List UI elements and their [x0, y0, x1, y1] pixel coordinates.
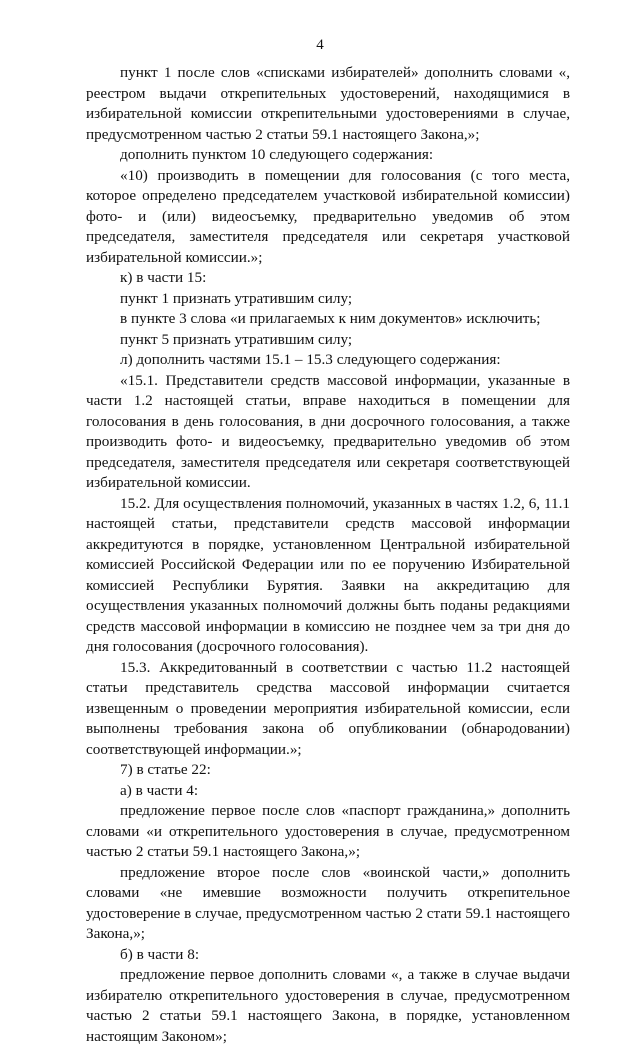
paragraph: 7) в статье 22:: [120, 761, 211, 778]
document-body: [86, 63, 570, 1047]
paragraph: предложение второе после слов «воинской части,» дополнить словами «не имевшие возможности получить открепительное удостоверение в случае, предусмотренном частью 2 стати 59.1 настоящего Закона,»;: [86, 863, 570, 942]
page-number: 4: [316, 37, 324, 53]
paragraph: в пункте 3 слова «и прилагаемых к ним документов» исключить;: [120, 310, 541, 327]
paragraph: 15.2. Для осуществления полномочий, указанных в частях 1.2, 6, 11.1 настоящей статьи, представители средств массовой информации аккредитуются в порядке, установленном Центральной избирательной комиссией Российской Федерации или по ее поручению Избирательной комиссией Республики Бурятия. Заявки на аккредитацию для осуществления указанных полномочий должны быть поданы редакциями средств массовой информации в комиссию не позднее чем за три дня до дня голосования (досрочного голосования).: [86, 494, 570, 655]
paragraph: предложение первое после слов «паспорт гражданина,» дополнить словами «и открепительного удостоверения в случае, предусмотренном частью 2 статьи 59.1 настоящего Закона,»;: [86, 802, 570, 860]
paragraph: «15.1. Представители средств массовой информации, указанные в части 1.2 настоящей статьи, вправе находиться в помещении для голосования в день голосования, в дни досрочного голосования, а также производить фото- и видеосъемку, предварительно уведомив об этом председателя, заместителя председателя или секретаря соответствующей избирательной комиссии.: [86, 371, 570, 491]
paragraph: дополнить пунктом 10 следующего содержания:: [120, 146, 434, 163]
paragraph: «10) производить в помещении для голосования (с того места, которое определено председателем участковой избирательной комиссии) фото- и (или) видеосъемку, предварительно уведомив об этом председателя, заместителя председателя или секретаря участковой избирательной комиссии.»;: [86, 166, 570, 266]
paragraph: пункт 1 признать утратившим силу;: [120, 289, 353, 307]
paragraph: б) в части 8:: [120, 945, 200, 963]
paragraph: 15.3. Аккредитованный в соответствии с частью 11.2 настоящей статьи представитель средства массовой информации считается извещенным о проведении мероприятия избирательной комиссии, если выполнены требования закона об опубликовании (обнародовании) соответствующей информации.»;: [86, 658, 570, 758]
paragraph: пункт 5 признать утратившим силу;: [120, 330, 353, 348]
paragraph: л) дополнить частями 15.1 – 15.3 следующего содержания:: [120, 351, 501, 368]
paragraph: к) в части 15:: [120, 269, 207, 286]
paragraph: пункт 1 после слов «списками избирателей» дополнить словами «, реестром выдачи открепительных удостоверений, находящимися в избирательной комиссии открепительными удостоверениями в случае, предусмотренном частью 2 статьи 59.1 настоящего Закона,»;: [86, 64, 570, 143]
paragraph: предложение первое дополнить словами «, а также в случае выдачи избирателю открепительного удостоверения в случае, предусмотренном частью 2 статьи 59.1 настоящего Закона, в порядке, установленном настоящим Законом»;: [86, 966, 570, 1045]
paragraph: а) в части 4:: [120, 781, 199, 799]
